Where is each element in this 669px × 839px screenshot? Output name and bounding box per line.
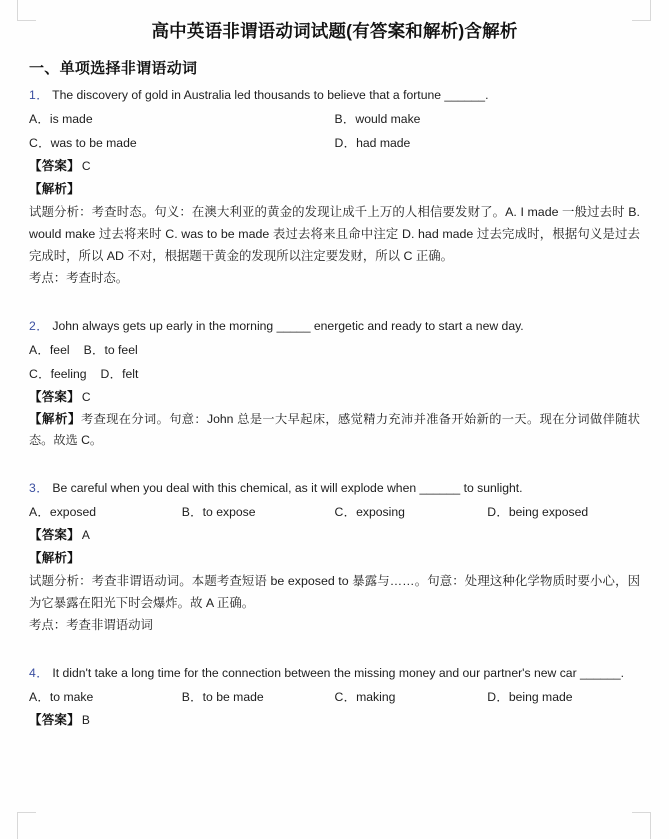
option-letter: B． — [83, 342, 105, 357]
option-row-3 — [29, 502, 640, 522]
answer-line-1 — [29, 156, 640, 176]
option-4-d[interactable] — [487, 687, 640, 707]
option-text: felt — [122, 366, 139, 381]
option-letter: D． — [487, 689, 509, 704]
analysis-tag: 【解析】 — [29, 181, 80, 196]
option-3-a[interactable] — [29, 502, 182, 522]
answer-tag: 【答案】 — [29, 527, 80, 542]
option-4-c[interactable] — [335, 687, 488, 707]
option-text: to feel — [104, 342, 138, 357]
option-letter: A． — [29, 342, 50, 357]
option-row-2b — [29, 364, 640, 384]
option-letter: C． — [334, 689, 357, 704]
answer-line-3 — [29, 525, 640, 545]
question-text-2: John always gets up early in the morning _____ energetic and ready to start a new day. — [52, 318, 524, 333]
key-point-1: 考点：考查时态。 — [29, 270, 129, 285]
analysis-line-1 — [29, 179, 640, 199]
option-text: is made — [49, 111, 93, 126]
option-letter: D． — [334, 135, 357, 150]
option-3-d[interactable] — [487, 502, 640, 522]
option-2-d[interactable] — [101, 364, 139, 384]
option-letter: B． — [181, 689, 203, 704]
question-number-4: 4． — [29, 665, 49, 680]
question-block-1 — [29, 84, 640, 289]
analysis-tag: 【解析】 — [29, 550, 80, 565]
answer-tag: 【答案】 — [29, 158, 80, 173]
answer-value-2: C — [81, 389, 91, 404]
key-point-3: 考点：考查非谓语动词 — [29, 617, 153, 632]
option-letter: C． — [334, 504, 357, 519]
analysis-tag: 【解析】 — [29, 411, 82, 426]
option-2-a[interactable] — [29, 340, 70, 360]
question-stem-4 — [29, 662, 640, 683]
question-number-2: 2． — [29, 318, 49, 333]
question-block-4 — [29, 662, 640, 730]
option-text: feeling — [50, 366, 87, 381]
option-text: was to be made — [50, 135, 137, 150]
question-number-3: 3． — [29, 480, 49, 495]
option-row-1a — [29, 109, 640, 129]
answer-value-3: A — [81, 527, 90, 542]
option-letter: B． — [181, 504, 203, 519]
question-block-3 — [29, 477, 640, 636]
question-text-4: It didn't take a long time for the connection between the missing money and our partner's new car ______. — [52, 665, 625, 680]
option-2-c[interactable] — [29, 364, 87, 384]
option-text: to make — [49, 689, 94, 704]
question-stem-2 — [29, 315, 640, 336]
option-3-c[interactable] — [335, 502, 488, 522]
document-title: 高中英语非谓语动词试题(有答案和解析)含解析 — [151, 21, 518, 41]
question-text-1: The discovery of gold in Australia led thousands to believe that a fortune ______. — [52, 87, 489, 102]
option-letter: D． — [100, 366, 123, 381]
option-text: to be made — [202, 689, 264, 704]
option-1-c[interactable] — [29, 133, 335, 153]
analysis-line-3 — [29, 548, 640, 568]
analysis-paragraph-1: 试题分析：考查时态。句义：在澳大利亚的黄金的发现让成千上万的人相信要发财了。A. I made 一般过去时 B. would make 过去将来时 C. was to be made 表过去将来且命中注定 D. had made 过去完成时，根据句义是过去完成时，所以 AD 不对，根据题干黄金的发现所以注定要发财，所以 C 正确。 — [29, 204, 640, 263]
option-text: to expose — [202, 504, 256, 519]
section-heading: 一、单项选择非谓语动词 — [29, 59, 198, 77]
crop-mark-bottom-right — [632, 812, 651, 839]
option-letter: A． — [29, 111, 50, 126]
option-text: exposing — [356, 504, 405, 519]
answer-tag: 【答案】 — [29, 389, 80, 404]
document-content — [29, 0, 640, 730]
option-1-b[interactable] — [335, 109, 641, 129]
option-row-1b — [29, 133, 640, 153]
option-text: being exposed — [508, 504, 589, 519]
question-text-3: Be careful when you deal with this chemical, as it will explode when ______ to sunlight. — [52, 480, 523, 495]
answer-value-1: C — [81, 158, 91, 173]
option-4-a[interactable] — [29, 687, 182, 707]
option-3-b[interactable] — [182, 502, 335, 522]
question-stem-1 — [29, 84, 640, 105]
analysis-text-2: 考查现在分词。句意：John 总是一大早起床，感觉精力充沛并准备开始新的一天。现在分词做伴随状态。故选 C。 — [29, 411, 640, 447]
question-stem-3 — [29, 477, 640, 498]
option-1-a[interactable] — [29, 109, 335, 129]
analysis-paragraph-3: 试题分析：考查非谓语动词。本题考查短语 be exposed to 暴露与……。句意：处理这种化学物质时要小心，因为它暴露在阳光下时会爆炸。故 A 正确。 — [29, 573, 640, 610]
answer-line-2 — [29, 387, 640, 407]
option-text: being made — [508, 689, 573, 704]
option-letter: B． — [334, 111, 356, 126]
option-letter: A． — [29, 689, 50, 704]
option-text: making — [356, 689, 396, 704]
answer-line-4 — [29, 710, 640, 730]
option-text: would make — [355, 111, 421, 126]
question-number-1: 1． — [29, 87, 49, 102]
option-2-b[interactable] — [84, 340, 138, 360]
answer-tag: 【答案】 — [29, 712, 80, 727]
crop-mark-bottom-left — [17, 812, 36, 839]
option-letter: D． — [487, 504, 509, 519]
option-text: exposed — [49, 504, 96, 519]
option-row-2a — [29, 340, 640, 360]
analysis-line-2 — [29, 409, 640, 451]
option-row-4 — [29, 687, 640, 707]
option-letter: A． — [29, 504, 50, 519]
answer-value-4: B — [81, 712, 90, 727]
option-text: feel — [49, 342, 70, 357]
option-1-d[interactable] — [335, 133, 641, 153]
option-letter: C． — [29, 135, 51, 150]
question-block-2 — [29, 315, 640, 451]
option-letter: C． — [29, 366, 51, 381]
option-text: had made — [356, 135, 411, 150]
option-4-b[interactable] — [182, 687, 335, 707]
